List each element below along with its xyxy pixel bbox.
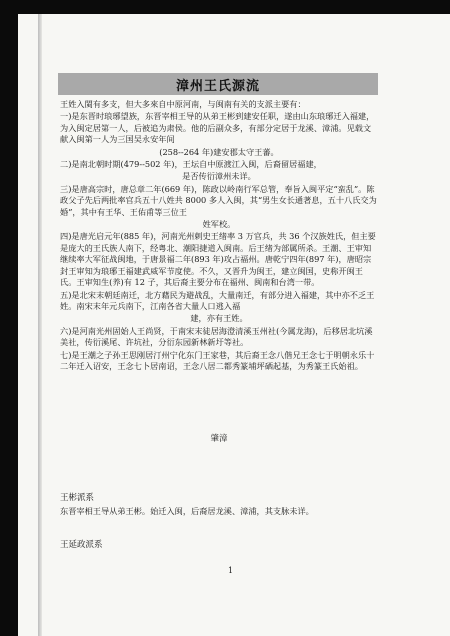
paragraph-3: 三)是唐高宗时，唐总章二年(669 年)，陈政以岭南行军总管，奉旨入闽平定“蛮乱”。陈政父子先后两批率官兵五十八姓共 8000 多人入闽，其“男生女长通著息，五十八氏交为婚”，其中有王华、王佑甫等三位王 bbox=[60, 183, 377, 217]
title-banner bbox=[58, 73, 378, 95]
paragraph-4: 四)是唐光启元年(885 年)，河南光州刺史王绪率 3 万官兵，共 36 个汉族姓氏，但主要是庞大的王氏族人南下，经粤北、潮阳捷道入闽南。后王绪为部属所杀。王潮、王审知继续率大军征战闽地，于唐景福二年(893 年)攻占福州。唐乾宁四年(897 年)，唐昭宗封王审知为琅琊王福建武威军节度使。不久，又晋升为闽王，建立闽国，史称开闽王氏。王审知生(养)有 12 子，其后裔主要分布在福州、闽南和台湾一带。 bbox=[60, 231, 376, 288]
page-fold-shadow bbox=[38, 14, 42, 636]
scan-border-left bbox=[0, 0, 18, 636]
paragraph-2: 二)是南北朝时期(479--502 年)，王坛自中原渡江入闽，后裔留居福建， bbox=[60, 159, 322, 170]
section-heading-wangbin: 王彬派系 bbox=[60, 493, 95, 503]
page-number: 1 bbox=[228, 566, 234, 575]
paragraph-1: 一)是东晋时琅琊望族，东晋宰相王导的从弟王彬到建安任职，遂由山东琅琊迁入福建，为入闽定居第一人，后被追为肃侯。他的后副众多，有部分定居于龙溪、漳浦。见载文献入闽第一人为三国吴永安年间 bbox=[60, 111, 375, 145]
paragraph-1-cont: (258--264 年)建安郡太守王蕃。 bbox=[159, 146, 279, 157]
paragraph-2-cont: 是否传衍漳州未详。 bbox=[182, 171, 256, 182]
page-title: 漳州王氏源流 bbox=[175, 78, 260, 94]
section-text-wangbin: 东晋宰相王导从弟王彬。始迁入闽，后裔居龙溪、漳浦，其支脉未详。 bbox=[60, 506, 314, 516]
intro-paragraph: 王姓入閩有多支，但大多來自中原河南，与闽南有关的支派主要有： bbox=[60, 99, 306, 109]
paragraph-5-cont: 建，亦有王姓。 bbox=[190, 313, 248, 324]
paragraph-5: 五)是北宋末朝廷南迁，北方藉民为避战乱，大量南迁，有部分进入福建，其中亦不乏王姓。南宋末年元兵南下，江南各省大量人口逃入福 bbox=[60, 289, 375, 311]
paragraph-6: 六)是河南光州固始人王尚贤，于南宋末徒居海澄清溪玉州社(今属龙海)，后移居北坑溪美社，传衍溪尾、许坑社，分衍东园新林新圩等社。 bbox=[60, 325, 373, 348]
paragraph-7: 七)是王潮之子孙王思刚居汀州宁化东门王家巷，其后裔王念八偕兄王念七于明朝永乐十二年迁入诏安，王念七卜居南诏，王念八居二都秀篆埔坪硒起基，为秀篆王氏始祖。 bbox=[60, 349, 375, 371]
section-heading-wangyanzheng: 王延政派系 bbox=[60, 540, 103, 550]
scan-border-top bbox=[0, 0, 450, 14]
body-text bbox=[60, 99, 378, 373]
paragraph-3-cont: 姓军校。 bbox=[202, 219, 236, 230]
section-divider: 肇漳 bbox=[210, 434, 228, 444]
